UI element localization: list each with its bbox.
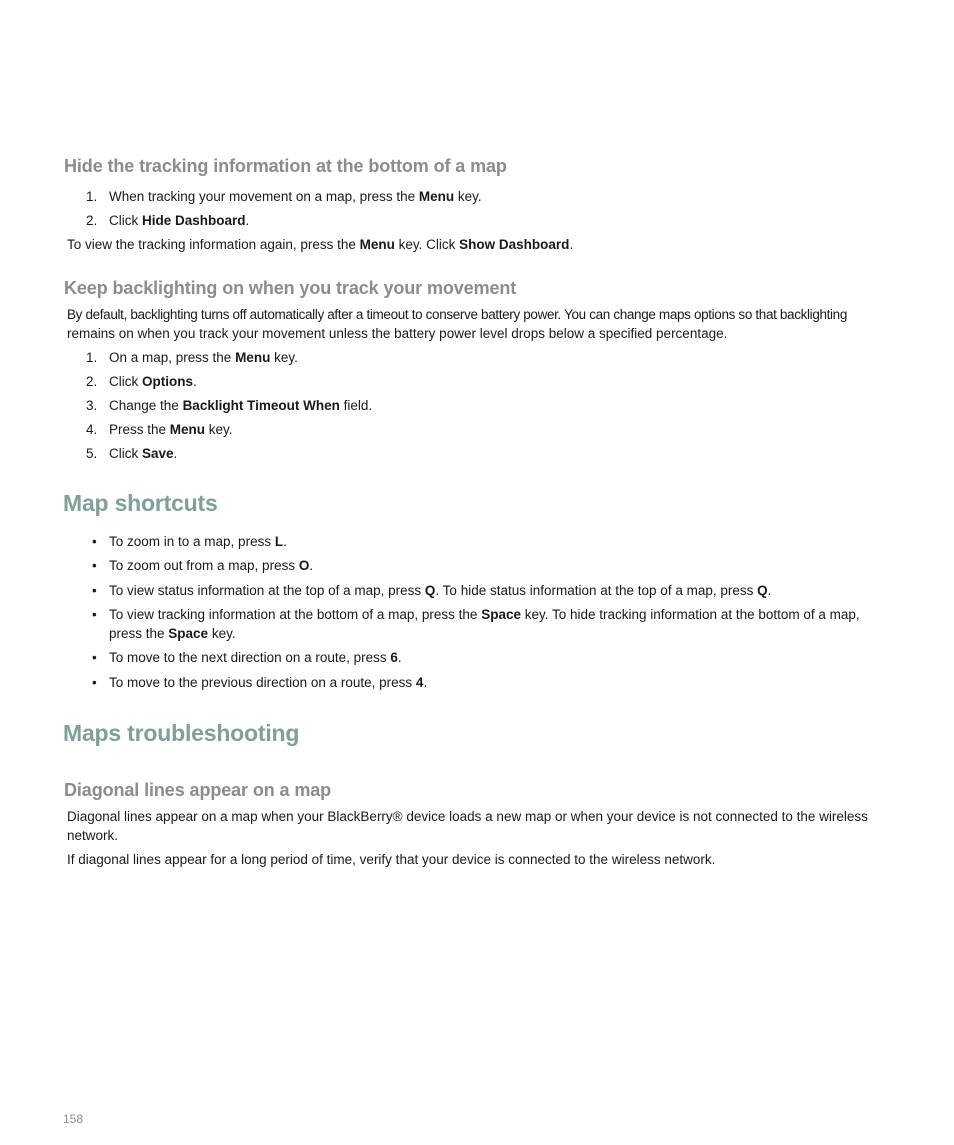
step-item: When tracking your movement on a map, press the Menu key. [109, 189, 482, 204]
bullet-icon: • [92, 675, 97, 690]
step-number: 1. [86, 350, 98, 365]
step-item: Click Hide Dashboard. [109, 213, 250, 228]
bullet-icon: • [92, 558, 97, 573]
heading-map-shortcuts: Map shortcuts [63, 490, 218, 516]
list-item: To view status information at the top of a map, press Q. To hide status information at the top of a map, press Q. [109, 583, 772, 598]
step-number: 3. [86, 398, 98, 413]
step-item: Press the Menu key. [109, 422, 233, 437]
text-line: remains on when you track your movement unless the battery power level drops below a specified percentage. [67, 326, 728, 341]
step-number: 2. [86, 374, 98, 389]
paragraph-verify-connection: If diagonal lines appear for a long period of time, verify that your device is connected to the wireless network. [67, 852, 716, 867]
step-item: Change the Backlight Timeout When field. [109, 398, 373, 413]
list-item: To zoom out from a map, press O. [109, 558, 314, 573]
text-line: Diagonal lines appear on a map when your BlackBerry® device loads a new map or when your device is not connected to the wireless [67, 809, 868, 824]
list-item: To move to the next direction on a route, press 6. [109, 650, 402, 665]
step-number: 4. [86, 422, 98, 437]
bullet-icon: • [92, 534, 97, 549]
bullet-icon: • [92, 607, 97, 622]
list-item: To move to the previous direction on a route, press 4. [109, 675, 428, 690]
list-item: To zoom in to a map, press L. [109, 534, 287, 549]
step-item: On a map, press the Menu key. [109, 350, 298, 365]
paragraph-diagonal-lines [67, 807, 897, 847]
text-line: network. [67, 828, 119, 843]
intro-backlighting [67, 305, 897, 345]
heading-backlighting: Keep backlighting on when you track your movement [64, 278, 517, 298]
page-number: 158 [63, 1112, 84, 1126]
step-item: Click Options. [109, 374, 197, 389]
text-line: press the Space key. [109, 626, 236, 641]
text-line: By default, backlighting turns off automatically after a timeout to conserve battery power. You can change maps options so that backlighting [67, 307, 847, 322]
heading-hide-tracking: Hide the tracking information at the bottom of a map [64, 156, 507, 176]
list-item [109, 605, 899, 645]
bullet-icon: • [92, 583, 97, 598]
heading-maps-troubleshooting: Maps troubleshooting [63, 720, 300, 746]
step-number: 5. [86, 446, 98, 461]
bullet-icon: • [92, 650, 97, 665]
step-number: 2. [86, 213, 98, 228]
note-show-dashboard: To view the tracking information again, press the Menu key. Click Show Dashboard. [67, 237, 574, 252]
step-item: Click Save. [109, 446, 178, 461]
heading-diagonal-lines: Diagonal lines appear on a map [64, 780, 332, 800]
step-number: 1. [86, 189, 98, 204]
text-line: To view tracking information at the bottom of a map, press the Space key. To hide tracking information at the bottom of a map, [109, 607, 860, 622]
